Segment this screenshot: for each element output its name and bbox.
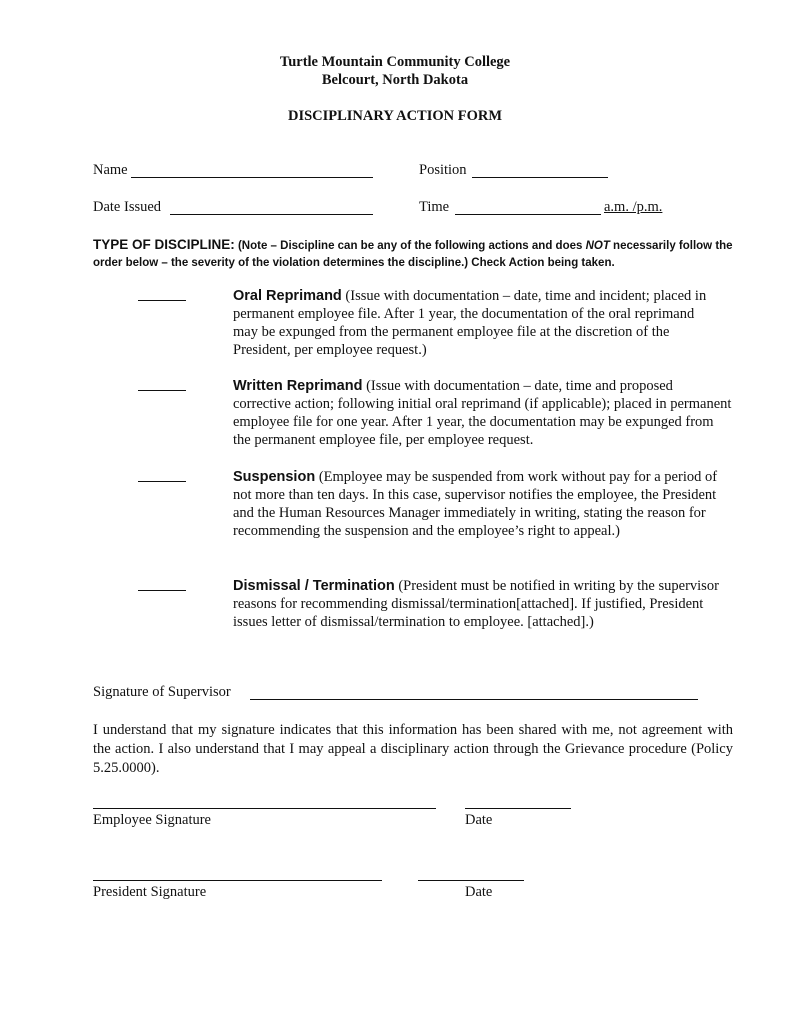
note-text-post: necessarily follow the order below – the severity of the violation determines the discipline.) Check Action being taken. xyxy=(93,240,733,269)
type-of-discipline-note xyxy=(93,236,733,272)
action-written-reprimand xyxy=(233,377,733,449)
action-suspension xyxy=(233,468,733,540)
written-reprimand-checkbox-line[interactable] xyxy=(138,390,186,391)
action-description: (Issue with documentation – date, time and proposed corrective action; following initial oral reprimand (if applicable); placed in permanent employee file for one year. After 1 year, the documentation may be expunged from the permanent employee file, per employee request. xyxy=(233,378,732,448)
action-title: Oral Reprimand xyxy=(233,288,342,304)
action-title: Suspension xyxy=(233,469,316,485)
name-field[interactable] xyxy=(131,177,373,178)
president-date-field[interactable] xyxy=(418,880,524,881)
acknowledgement-text: I understand that my signature indicates that this information has been shared with me, not agreement with the action. I also understand that I may appeal a disciplinary action through the Grievance procedure (Policy 5.25.0000). xyxy=(93,722,733,776)
employee-date-field[interactable] xyxy=(465,808,571,809)
type-of-discipline-heading: TYPE OF DISCIPLINE: xyxy=(93,237,235,252)
form-title: DISCIPLINARY ACTION FORM xyxy=(287,108,503,124)
employee-signature-field[interactable] xyxy=(93,808,436,809)
action-description: (Issue with documentation – date, time and incident; placed in permanent employee file. After 1 year, the documentation of the oral reprimand may be expunged from the permanent employee file at the discretion of the President, per employee request.) xyxy=(233,288,707,358)
action-oral-reprimand xyxy=(233,287,708,359)
note-emphasis: NOT xyxy=(585,240,610,252)
institution-location: Belcourt, North Dakota xyxy=(321,72,469,88)
supervisor-signature-label: Signature of Supervisor xyxy=(93,684,231,700)
president-signature-field[interactable] xyxy=(93,880,382,881)
action-title: Written Reprimand xyxy=(233,378,363,394)
supervisor-signature-field[interactable] xyxy=(250,699,698,700)
employee-date-label: Date xyxy=(465,812,493,828)
action-dismissal-termination xyxy=(233,577,733,631)
institution-name: Turtle Mountain Community College xyxy=(279,54,511,70)
date-issued-field[interactable] xyxy=(170,214,373,215)
dismissal-checkbox-line[interactable] xyxy=(138,590,186,591)
employee-signature-label: Employee Signature xyxy=(93,812,211,828)
suspension-checkbox-line[interactable] xyxy=(138,481,186,482)
time-label: Time xyxy=(419,199,450,215)
action-description: (President must be notified in writing by the supervisor reasons for recommending dismissal/termination[attached]. If justified, President issues letter of dismissal/termination to employee. [attached].) xyxy=(233,578,719,630)
name-label: Name xyxy=(93,162,128,178)
position-field[interactable] xyxy=(472,177,608,178)
oral-reprimand-checkbox-line[interactable] xyxy=(138,300,186,301)
note-text-pre: (Note – Discipline can be any of the following actions and does xyxy=(237,240,586,252)
position-label: Position xyxy=(419,162,467,178)
ampm-label: a.m. /p.m. xyxy=(604,199,663,215)
action-title: Dismissal / Termination xyxy=(233,578,395,594)
action-description: (Employee may be suspended from work without pay for a period of not more than ten days. In this case, supervisor notifies the employee, the President and the Human Resources Manager immediately in writing, stating the reason for recommending the suspension and the employee’s right to appeal.) xyxy=(233,469,718,539)
president-date-label: Date xyxy=(465,884,493,900)
date-issued-label: Date Issued xyxy=(93,199,162,215)
time-field[interactable] xyxy=(455,214,601,215)
president-signature-label: President Signature xyxy=(93,884,207,900)
